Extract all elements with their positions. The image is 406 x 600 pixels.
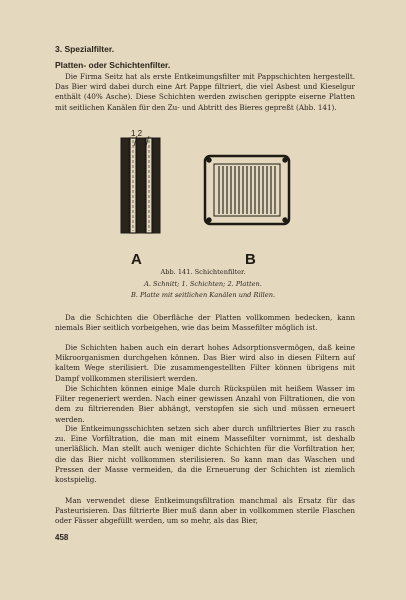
paragraph-6: Man verwendet diese Entkeimungsfiltration manchmal als Ersatz für das Pasteurisieren. Das filtrierte Bier muß dann aber in vollkommen sterile Flaschen oder Fässer abgefüllt werden, um so mehr, als das Bier, bbox=[55, 496, 355, 526]
figure-caption-title: Abb. 141. Schichtenfilter. bbox=[160, 268, 246, 276]
page-number: 458 bbox=[55, 533, 69, 542]
paragraph-5: Die Entkeimungsschichten setzen sich aber durch unfiltriertes Bier zu rasch zu. Eine Vorfiltration, die man mit einem Massefilter vornimmt, ist deshalb unerläßlich. Man stellt auch weniger dichte Schichten für die Vorfiltration her, die das Bier nicht vollkommen sterilisieren. So kann man das Waschen und Pressen der Masse vermeiden, da die Erneuerung der Schichten ist ziemlich kostspielig. bbox=[55, 424, 355, 485]
paragraph-2: Da die Schichten die Oberfläche der Platten vollkommen bedecken, kann niemals Bier seitlich vorbeigehen, wie das beim Massefilter möglich ist. bbox=[55, 313, 355, 333]
figure-caption-line-1: A. Schnitt; 1. Schichten; 2. Platten. bbox=[144, 280, 262, 288]
figure-caption-line-2: B. Platte mit seitlichen Kanälen und Rillen. bbox=[130, 291, 276, 299]
subsection-title: Platten- oder Schichtenfilter. bbox=[55, 60, 171, 70]
figure-a-label: A bbox=[131, 251, 142, 268]
figure-b-label: B bbox=[245, 251, 256, 268]
paragraph-4: Die Schichten können einige Male durch Rückspülen mit heißem Wasser im Filter regeneriert werden. Nach einer gewissen Anzahl von Filtrationen, die von dem zu filtrierenden Bier abhängt, verstopfen sie sich und müssen erneuert werden. bbox=[55, 384, 355, 424]
figure-141 bbox=[0, 128, 406, 278]
figure-b-plate bbox=[205, 156, 289, 224]
figure-a-number-labels: 1 2 bbox=[131, 129, 143, 138]
paragraph-intro: Die Firma Seitz hat als erste Entkeimungsfilter mit Pappschichten hergestellt. Das Bier wird dabei durch eine Art Pappe filtriert, die viel Asbest und Kieselgur enthält (40% Asche). Diese Schichten werden zwischen gerippte eiserne Platten mit seitlichen Kanälen für den Zu- und Abtritt des Bieres gepreßt (Abb. 141). bbox=[55, 72, 355, 112]
paragraph-3: Die Schichten haben auch ein derart hohes Adsorptionsvermögen, daß keine Mikroorganismen durchgehen können. Das Bier wird also in diesen Filtern auf kaltem Wege sterilisiert. Die zusammengestellten Filter können übrigens mit Dampf vollkommen sterilisiert werden. bbox=[55, 343, 355, 383]
schichtenfilter-illustration bbox=[0, 128, 406, 278]
figure-a-cross-section bbox=[121, 136, 160, 233]
section-title: 3. Spezialfilter. bbox=[55, 44, 115, 54]
